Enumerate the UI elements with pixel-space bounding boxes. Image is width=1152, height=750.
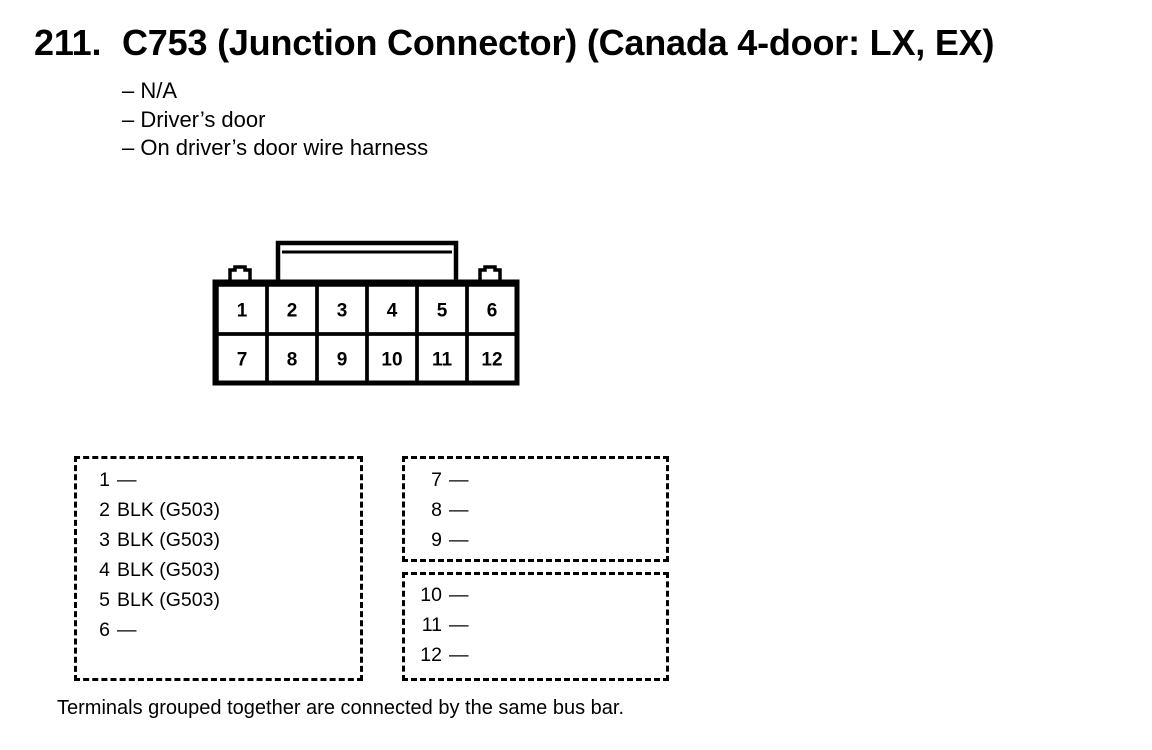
- terminal-wire: —: [449, 584, 469, 606]
- connector-pin-label: 9: [336, 349, 348, 371]
- terminal-wire: BLK (G503): [117, 589, 220, 611]
- terminal-wire: —: [449, 499, 469, 521]
- diagram-title: [34, 22, 994, 64]
- connector-pin-label: 4: [386, 300, 398, 322]
- terminal-pin: 3: [99, 529, 110, 551]
- connector-pin-label: 3: [336, 300, 348, 322]
- terminal-pin: 4: [99, 559, 110, 581]
- connector-face-diagram: [210, 238, 530, 393]
- terminal-wire: —: [117, 619, 137, 641]
- connector-pin-label: 2: [286, 300, 298, 322]
- terminal-wire: BLK (G503): [117, 499, 220, 521]
- connector-lock-tab: [278, 243, 456, 283]
- terminal-pin: 11: [421, 614, 442, 636]
- terminal-pin: 1: [99, 469, 110, 491]
- note-harness-type: – N/A: [122, 78, 178, 103]
- title-number: 211.: [34, 22, 102, 63]
- terminal-wire: —: [449, 614, 469, 636]
- connector-pin-label: 11: [431, 349, 453, 371]
- terminal-pin: 8: [431, 499, 442, 521]
- terminal-pin: 9: [431, 529, 442, 551]
- terminal-wire: —: [117, 469, 137, 491]
- footer-note: Terminals grouped together are connected by the same bus bar.: [57, 697, 625, 719]
- terminal-wire: —: [449, 529, 469, 551]
- terminal-pin: 6: [99, 619, 110, 641]
- connector-notes: [122, 77, 428, 163]
- terminal-pin: 7: [431, 469, 442, 491]
- connector-pin-label: 7: [236, 349, 248, 371]
- note-location: – Driver’s door: [122, 106, 266, 132]
- terminal-pin: 2: [99, 499, 110, 521]
- terminal-group-2-border: [402, 456, 669, 562]
- terminal-group-3-border: [402, 572, 669, 681]
- connector-pin-label: 8: [286, 349, 298, 371]
- connector-pin-label: 5: [436, 300, 448, 322]
- terminal-pin: 5: [99, 589, 110, 611]
- connector-pin-label: 10: [381, 349, 403, 371]
- terminal-pin: 12: [420, 644, 442, 666]
- connector-pin-label: 12: [481, 349, 503, 371]
- terminal-wire: —: [449, 469, 469, 491]
- terminal-group-1-border: [74, 456, 363, 681]
- terminal-wire: BLK (G503): [117, 559, 220, 581]
- note-harness: – On driver’s door wire harness: [122, 135, 429, 160]
- connector-pin-label: 6: [486, 300, 498, 322]
- terminal-pin: 10: [420, 584, 442, 606]
- title-text: C753 (Junction Connector) (Canada 4-door: LX, EX): [122, 22, 995, 63]
- connector-pin-label: 1: [236, 300, 248, 322]
- terminal-wire: BLK (G503): [117, 529, 220, 551]
- terminal-wire: —: [449, 644, 469, 666]
